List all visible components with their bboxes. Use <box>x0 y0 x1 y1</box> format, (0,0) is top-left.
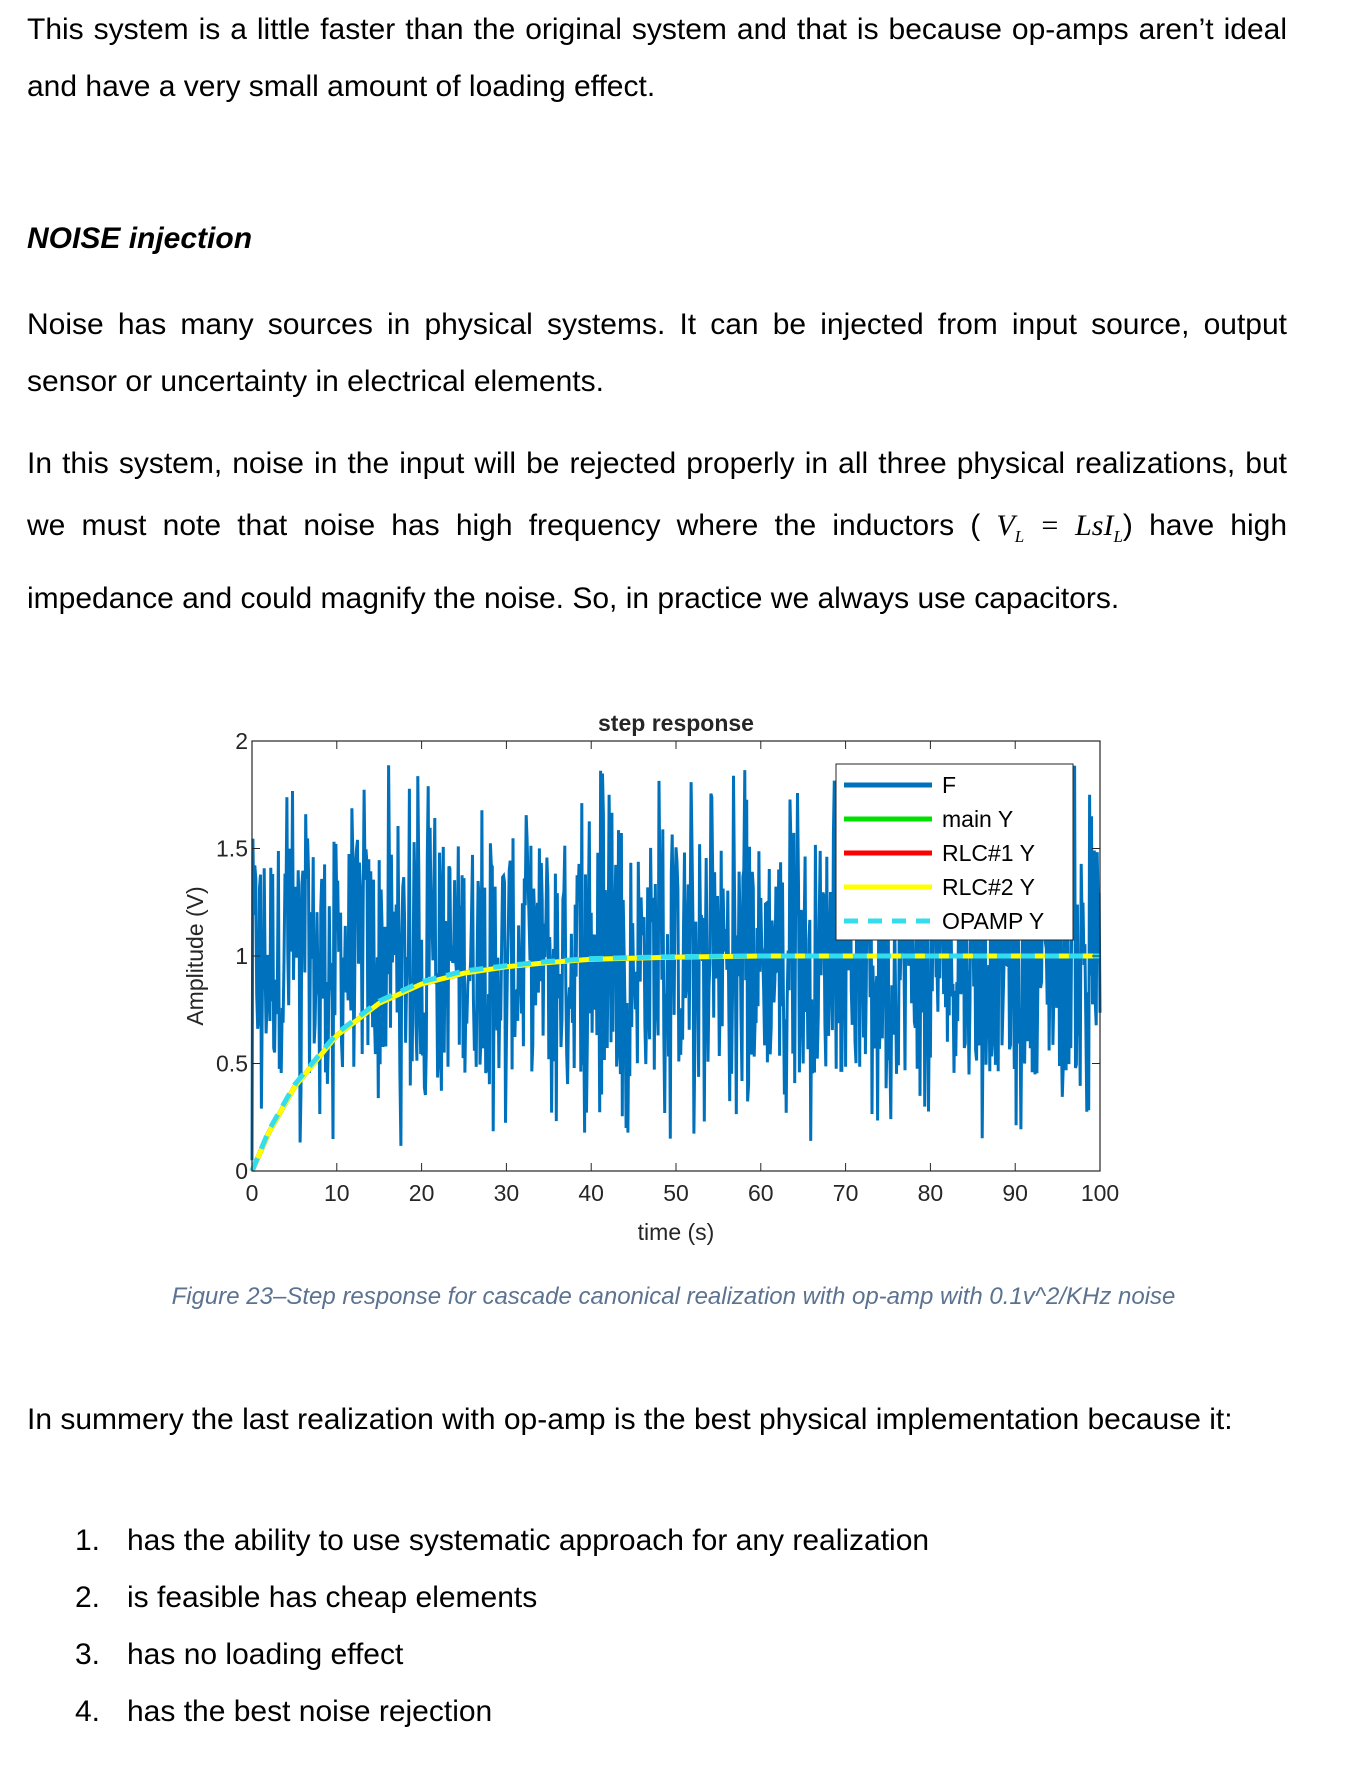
x-tick-label: 20 <box>408 1180 435 1206</box>
intro-paragraph: This system is a little faster than the original system and that is because op-amps aren’t ideal and have a very small amount of loading effect. <box>27 13 1287 103</box>
chart-legend <box>836 764 1073 940</box>
list-text: has the ability to use systematic approach for any realization <box>127 1524 930 1557</box>
x-tick-label: 50 <box>663 1180 689 1206</box>
eq-sub-2: L <box>1113 527 1123 546</box>
chart-title: step response <box>598 710 754 736</box>
y-tick-label: 1 <box>235 943 248 969</box>
list-number: 2. <box>75 1581 101 1614</box>
list-number: 3. <box>75 1638 101 1671</box>
list-text: has the best noise rejection <box>127 1695 493 1728</box>
eq-sub-1: L <box>1014 527 1025 546</box>
list-item <box>75 1683 929 1740</box>
list-number: 4. <box>75 1695 101 1728</box>
legend-label: F <box>942 772 957 798</box>
legend-label: main Y <box>942 806 1014 832</box>
summary-paragraph: In summery the last realization with op-amp is the best physical implementation because it: <box>27 1403 1233 1436</box>
list-item <box>75 1512 929 1569</box>
x-tick-label: 70 <box>832 1180 859 1206</box>
x-tick-label: 10 <box>324 1180 350 1206</box>
figure-caption: Figure 23–Step response for cascade canonical realization with op-amp with 0.1v^2/KHz noise <box>171 1283 1176 1310</box>
eq-v: V <box>996 509 1015 542</box>
benefits-list <box>75 1512 929 1740</box>
y-tick-label: 0 <box>235 1158 248 1184</box>
legend-label: RLC#1 Y <box>942 840 1035 866</box>
section-heading: NOISE injection <box>27 222 253 255</box>
list-item <box>75 1626 929 1683</box>
y-axis-label: Amplitude (V) <box>182 886 208 1026</box>
y-tick-label: 0.5 <box>216 1050 248 1077</box>
y-tick-label: 1.5 <box>216 835 248 862</box>
list-text: has no loading effect <box>127 1638 404 1671</box>
inductor-text-after: ) have high impedance and could magnify the noise. So, in practice we always use capacitors. <box>27 509 1288 615</box>
x-tick-label: 0 <box>245 1180 259 1206</box>
x-tick-label: 30 <box>493 1180 520 1206</box>
x-tick-label: 60 <box>748 1180 774 1206</box>
x-tick-label: 100 <box>1080 1180 1120 1206</box>
noise-sources-paragraph: Noise has many sources in physical systems. It can be injected from input source, output sensor or uncertainty in electrical elements. <box>27 308 1287 398</box>
list-number: 1. <box>75 1524 101 1557</box>
legend-label: RLC#2 Y <box>942 874 1035 900</box>
inductor-text-before: In this system, noise in the input will be rejected properly in all three physical realizations, but we must note that noise has high frequency where the inductors ( <box>27 447 1287 542</box>
list-item <box>75 1569 929 1626</box>
x-tick-label: 80 <box>917 1180 944 1206</box>
x-tick-label: 40 <box>578 1180 604 1206</box>
list-text: is feasible has cheap elements <box>127 1581 538 1614</box>
x-axis-label: time (s) <box>637 1219 715 1245</box>
eq-mid: = LsI <box>1024 509 1114 542</box>
y-tick-label: 2 <box>235 728 248 754</box>
x-tick-label: 90 <box>1002 1180 1028 1206</box>
legend-label: OPAMP Y <box>942 908 1045 934</box>
